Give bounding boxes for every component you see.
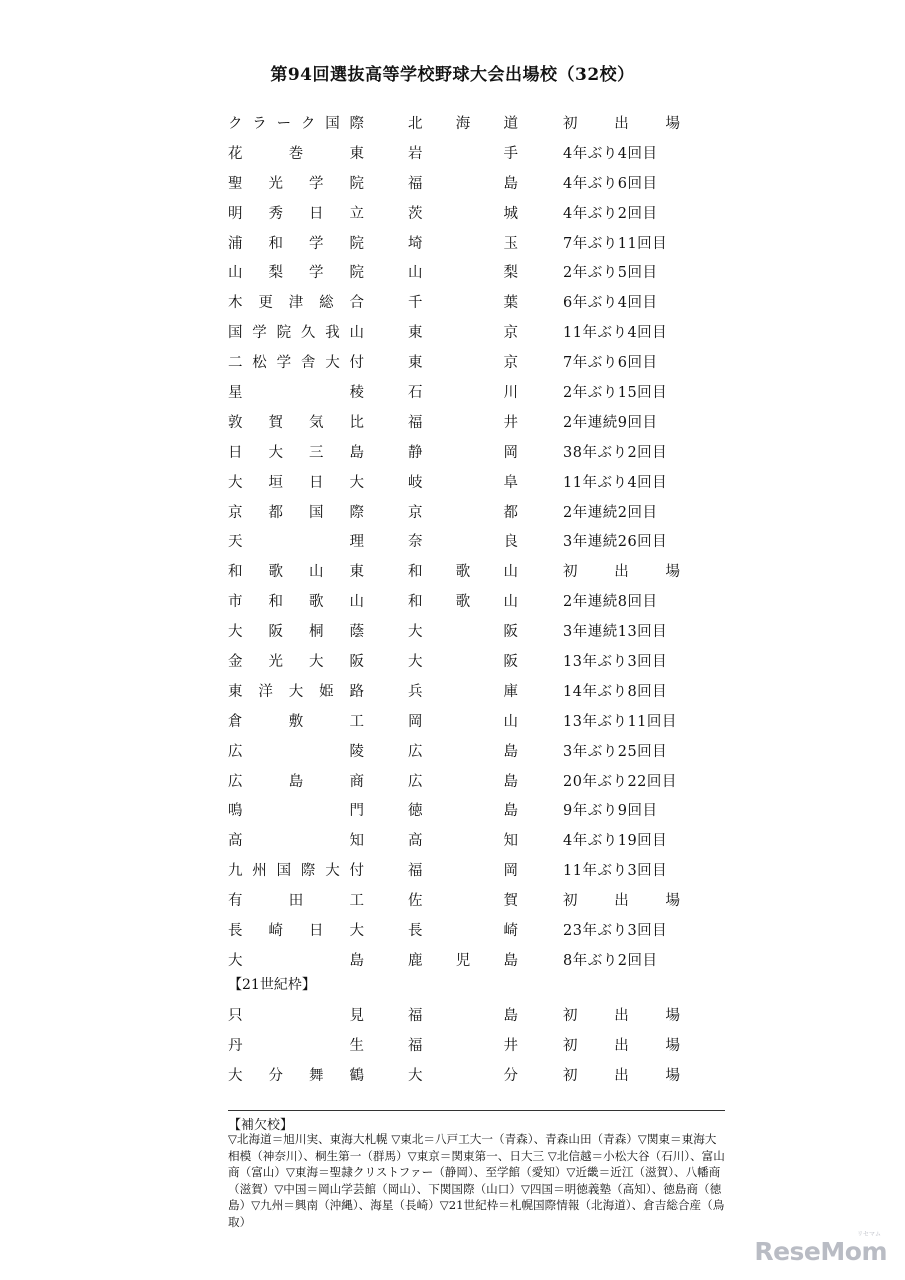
prefecture: 佐 賀 <box>408 893 518 910</box>
school-row <box>228 347 688 377</box>
school-list <box>228 108 688 975</box>
school-name: 金 光 大 阪 <box>228 654 364 671</box>
prefecture: 岩 手 <box>408 145 518 162</box>
prefecture: 大 阪 <box>408 654 518 671</box>
prefecture: 東 京 <box>408 325 518 342</box>
school-name: 浦 和 学 院 <box>228 235 364 252</box>
prefecture: 和 歌 山 <box>408 594 518 611</box>
appearance-record: 2年連続9回目 <box>563 414 658 431</box>
appearance-record: 6年ぶり4回目 <box>563 295 658 312</box>
school-row <box>228 855 688 885</box>
appearance-record: 2年ぶり15回目 <box>563 385 668 402</box>
appearance-record: 7年ぶり11回目 <box>563 235 668 252</box>
school-name: 聖 光 学 院 <box>228 175 364 192</box>
prefecture: 山 梨 <box>408 265 518 282</box>
appearance-record: 3年連続26回目 <box>563 534 668 551</box>
prefecture: 兵 庫 <box>408 683 518 700</box>
prefecture: 高 知 <box>408 833 518 850</box>
appearance-record: 11年ぶり4回目 <box>563 474 668 491</box>
appearance-record: 4年ぶり19回目 <box>563 833 668 850</box>
school-row <box>228 497 688 527</box>
prefecture: 岡 山 <box>408 713 518 730</box>
school-name: 大 分 舞 鶴 <box>228 1067 364 1084</box>
school-row <box>228 437 688 467</box>
appearance-record: 初 出 場 <box>563 1037 680 1054</box>
school-name: 山 梨 学 院 <box>228 265 364 282</box>
section-21st-century-label: 【21世紀枠】 <box>228 977 316 993</box>
prefecture: 広 島 <box>408 773 518 790</box>
prefecture: 大 阪 <box>408 624 518 641</box>
school-name: 和 歌 山 東 <box>228 564 364 581</box>
prefecture: 福 井 <box>408 1037 518 1054</box>
alternates-text: ▽北海道＝旭川実、東海大札幌 ▽東北＝八戸工大一（青森）、青森山田（青森）▽関東＝東海大相模（神奈川）、桐生第一（群馬）▽東京＝関東第一、日大三 ▽北信越＝小松大谷（石川）、富山商（富山）▽東海＝聖隷クリストファー（静岡）、至学館（愛知）▽近畿＝近江（滋賀）、八幡商（滋賀）▽中国＝岡山学芸館（岡山）、下関国際（山口）▽四国＝明徳義塾（高知）、徳島商（徳島）▽九州＝興南（沖縄）、海星（長崎）▽21世紀枠＝札幌国際情報（北海道）、倉吉総合産（鳥取） <box>228 1132 725 1229</box>
prefecture: 千 葉 <box>408 295 518 312</box>
prefecture: 福 岡 <box>408 863 518 880</box>
school-name: 京 都 国 際 <box>228 504 364 521</box>
appearance-record: 2年連続8回目 <box>563 594 658 611</box>
school-row <box>228 138 688 168</box>
school-row <box>228 646 688 676</box>
school-name: 倉 敷 工 <box>228 713 364 730</box>
prefecture: 福 島 <box>408 1008 518 1024</box>
appearance-record: 8年ぶり2回目 <box>563 952 658 969</box>
prefecture: 大 分 <box>408 1067 518 1084</box>
school-name: 星 稜 <box>228 385 364 402</box>
appearance-record: 初 出 場 <box>563 116 680 132</box>
school-name: 高 知 <box>228 833 364 850</box>
school-name: 敦 賀 気 比 <box>228 414 364 431</box>
page-title: 第94回選抜高等学校野球大会出場校（32校） <box>270 65 635 85</box>
school-name: 丹 生 <box>228 1037 364 1054</box>
appearance-record: 11年ぶり4回目 <box>563 325 668 342</box>
prefecture: 茨 城 <box>408 205 518 222</box>
appearance-record: 初 出 場 <box>563 1008 680 1024</box>
appearance-record: 2年連続2回目 <box>563 504 658 521</box>
school-row <box>228 706 688 736</box>
prefecture: 奈 良 <box>408 534 518 551</box>
alternates-label: 【補欠校】 <box>228 1118 294 1133</box>
school-row <box>228 795 688 825</box>
school-name: 二 松 学 舎 大 付 <box>228 355 364 372</box>
school-row <box>228 526 688 556</box>
school-name: 東 洋 大 姫 路 <box>228 683 364 700</box>
school-21st-row <box>228 1060 688 1090</box>
school-row <box>228 407 688 437</box>
divider <box>228 1110 725 1111</box>
school-row <box>228 198 688 228</box>
school-name: 大 阪 桐 蔭 <box>228 624 364 641</box>
school-name: 明 秀 日 立 <box>228 205 364 222</box>
school-row <box>228 586 688 616</box>
school-name: 長 崎 日 大 <box>228 923 364 940</box>
appearance-record: 14年ぶり8回目 <box>563 683 668 700</box>
prefecture: 北 海 道 <box>408 116 518 132</box>
prefecture: 長 崎 <box>408 923 518 940</box>
school-row <box>228 257 688 287</box>
school-name: 九 州 国 際 大 付 <box>228 863 364 880</box>
prefecture: 広 島 <box>408 743 518 760</box>
school-name: 市 和 歌 山 <box>228 594 364 611</box>
prefecture: 石 川 <box>408 385 518 402</box>
school-row <box>228 736 688 766</box>
school-name: 花 巻 東 <box>228 145 364 162</box>
school-row <box>228 945 688 975</box>
school-row <box>228 915 688 945</box>
school-row <box>228 825 688 855</box>
school-name: 広 陵 <box>228 743 364 760</box>
prefecture: 東 京 <box>408 355 518 372</box>
school-row <box>228 676 688 706</box>
school-row <box>228 108 688 138</box>
school-name: 木 更 津 総 合 <box>228 295 364 312</box>
prefecture: 静 岡 <box>408 444 518 461</box>
school-name: 大 垣 日 大 <box>228 474 364 491</box>
school-row <box>228 467 688 497</box>
school-21st-row <box>228 1000 688 1030</box>
school-name: 鳴 門 <box>228 803 364 820</box>
resemom-logo: ReseMom <box>754 1237 887 1266</box>
appearance-record: 38年ぶり2回目 <box>563 444 668 461</box>
school-name: 有 田 工 <box>228 893 364 910</box>
school-name: ク ラ ー ク 国 際 <box>228 116 364 132</box>
appearance-record: 13年ぶり3回目 <box>563 654 668 671</box>
school-list-21st-century <box>228 1000 688 1090</box>
school-name: 只 見 <box>228 1008 364 1024</box>
school-name: 広 島 商 <box>228 773 364 790</box>
appearance-record: 初 出 場 <box>563 564 680 581</box>
appearance-record: 初 出 場 <box>563 1067 680 1084</box>
watermark-sub: リセマム <box>857 1231 881 1238</box>
prefecture: 埼 玉 <box>408 235 518 252</box>
appearance-record: 7年ぶり6回目 <box>563 355 658 372</box>
appearance-record: 20年ぶり22回目 <box>563 773 677 790</box>
school-row <box>228 377 688 407</box>
prefecture: 鹿 児 島 <box>408 952 518 969</box>
appearance-record: 初 出 場 <box>563 893 680 910</box>
school-row <box>228 556 688 586</box>
prefecture: 福 島 <box>408 175 518 192</box>
appearance-record: 3年連続13回目 <box>563 624 668 641</box>
prefecture: 岐 阜 <box>408 474 518 491</box>
school-row <box>228 168 688 198</box>
appearance-record: 2年ぶり5回目 <box>563 265 658 282</box>
school-row <box>228 317 688 347</box>
appearance-record: 4年ぶり4回目 <box>563 145 658 162</box>
prefecture: 徳 島 <box>408 803 518 820</box>
appearance-record: 9年ぶり9回目 <box>563 803 658 820</box>
appearance-record: 4年ぶり6回目 <box>563 175 658 192</box>
appearance-record: 3年ぶり25回目 <box>563 743 668 760</box>
school-name: 天 理 <box>228 534 364 551</box>
school-row <box>228 616 688 646</box>
school-row <box>228 287 688 317</box>
school-name: 国 学 院 久 我 山 <box>228 325 364 342</box>
appearance-record: 4年ぶり2回目 <box>563 205 658 222</box>
appearance-record: 11年ぶり3回目 <box>563 863 668 880</box>
appearance-record: 23年ぶり3回目 <box>563 923 668 940</box>
prefecture: 福 井 <box>408 414 518 431</box>
school-row <box>228 766 688 796</box>
school-name: 大 島 <box>228 952 364 969</box>
prefecture: 京 都 <box>408 504 518 521</box>
school-21st-row <box>228 1030 688 1060</box>
school-name: 日 大 三 島 <box>228 444 364 461</box>
appearance-record: 13年ぶり11回目 <box>563 713 677 730</box>
school-row <box>228 885 688 915</box>
school-row <box>228 228 688 258</box>
prefecture: 和 歌 山 <box>408 564 518 581</box>
